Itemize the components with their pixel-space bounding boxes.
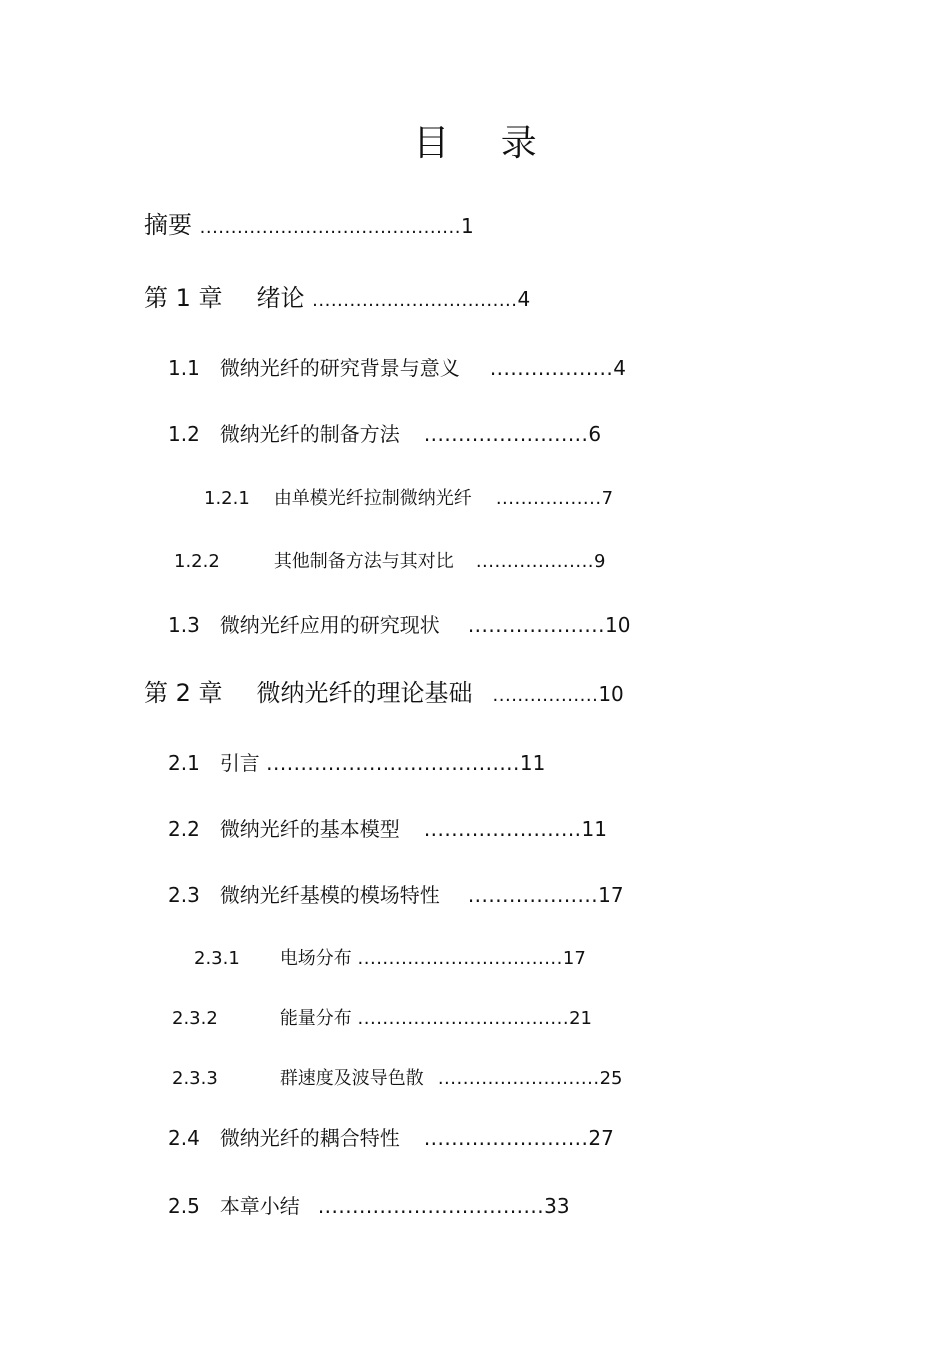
- toc-entry-page: 1: [460, 214, 474, 238]
- toc-entry-number: 1.2: [168, 422, 200, 446]
- toc-entry-chapter-1[interactable]: [144, 283, 530, 316]
- page-title: 目 录: [413, 123, 557, 164]
- toc-entry-1-2-2[interactable]: [174, 547, 605, 577]
- toc-entry-title: 微纳光纤的基本模型: [219, 817, 400, 841]
- toc-entry-number: 1.2.2: [174, 551, 220, 572]
- toc-entry-title: 电场分布: [279, 948, 352, 969]
- toc-entry-page: 9: [594, 551, 606, 572]
- toc-entry-number: 1.3: [168, 613, 200, 637]
- toc-entry-number: 2.5: [168, 1194, 200, 1218]
- toc-entry-2-1[interactable]: [168, 748, 545, 778]
- toc-entry-dots: ...................: [475, 551, 595, 572]
- toc-entry-number: 2.4: [168, 1126, 200, 1150]
- toc-entry-dots: ..........................................: [199, 217, 461, 238]
- toc-entry-dots: .................: [492, 685, 599, 706]
- toc-entry-title: 微纳光纤的理论基础: [256, 679, 473, 707]
- toc-entry-2-4[interactable]: [168, 1123, 614, 1153]
- toc-entry-1-2-1[interactable]: [204, 484, 613, 514]
- toc-entry-dots: .................................: [312, 290, 518, 311]
- toc-entry-title: 微纳光纤的研究背景与意义: [219, 356, 460, 380]
- toc-entry-dots: ..................: [489, 356, 614, 380]
- toc-entry-number: 第 2 章: [144, 679, 223, 707]
- toc-entry-chapter-2[interactable]: [144, 678, 624, 711]
- toc-entry-page: 25: [599, 1068, 623, 1089]
- toc-entry-dots: .....................................: [266, 751, 520, 775]
- toc-entry-title: 摘要: [144, 211, 192, 239]
- toc-entry-number: 第 1 章: [144, 284, 223, 312]
- toc-entry-number: 2.2: [168, 817, 200, 841]
- toc-entry-number: 2.3.3: [172, 1068, 218, 1089]
- toc-entry-page: 4: [517, 287, 531, 311]
- toc-entry-1-3[interactable]: [168, 610, 630, 640]
- toc-entry-dots: .................: [495, 488, 602, 509]
- toc-entry-title: 其他制备方法与其对比: [273, 551, 454, 572]
- toc-entry-page: 11: [519, 751, 546, 775]
- toc-entry-page: 10: [604, 613, 631, 637]
- toc-entry-page: 6: [588, 422, 602, 446]
- toc-entry-title: 群速度及波导色散: [279, 1068, 424, 1089]
- toc-entry-number: 2.3.2: [172, 1008, 218, 1029]
- toc-entry-title: 能量分布: [279, 1008, 352, 1029]
- toc-entry-number: 2.3.1: [194, 948, 240, 969]
- toc-entry-dots: ....................: [467, 613, 605, 637]
- toc-entry-page: 21: [569, 1008, 592, 1029]
- toc-entry-title: 绪论: [256, 284, 305, 312]
- toc-entry-dots: ...................: [467, 883, 599, 907]
- toc-entry-2-3-2[interactable]: [172, 1004, 592, 1034]
- toc-entry-page: 10: [598, 682, 624, 706]
- toc-entry-dots: .................................: [317, 1194, 545, 1218]
- toc-entry-dots: ..................................: [357, 1008, 570, 1029]
- toc-entry-title: 微纳光纤基模的模场特性: [219, 883, 440, 907]
- toc-entry-number: 1.2.1: [204, 488, 250, 509]
- toc-entry-page: 17: [598, 883, 624, 907]
- toc-entry-title: 微纳光纤应用的研究现状: [219, 613, 440, 637]
- toc-entry-page: 4: [613, 356, 626, 380]
- toc-entry-dots: .................................: [357, 948, 563, 969]
- toc-entry-dots: ..........................: [437, 1068, 600, 1089]
- toc-entry-page: 11: [581, 817, 607, 841]
- toc-entry-2-3[interactable]: [168, 880, 624, 910]
- toc-entry-2-3-1[interactable]: [194, 944, 586, 974]
- toc-entry-page: 33: [544, 1194, 570, 1218]
- toc-entry-2-5[interactable]: [168, 1191, 570, 1221]
- toc-entry-title: 本章小结: [219, 1194, 300, 1218]
- toc-entry-1-1[interactable]: [168, 353, 626, 383]
- toc-entry-2-2[interactable]: [168, 814, 607, 844]
- toc-entry-2-3-3[interactable]: [172, 1064, 622, 1094]
- toc-entry-page: 17: [562, 948, 586, 969]
- toc-entry-dots: ........................: [423, 422, 589, 446]
- toc-entry-page: 27: [588, 1126, 614, 1150]
- toc-entry-number: 1.1: [168, 356, 200, 380]
- toc-entry-number: 2.3: [168, 883, 200, 907]
- toc-entry-dots: ........................: [423, 1126, 589, 1150]
- toc-entry-title: 由单模光纤拉制微纳光纤: [273, 488, 472, 509]
- toc-entry-title: 微纳光纤的制备方法: [219, 422, 400, 446]
- toc-entry-title: 微纳光纤的耦合特性: [219, 1126, 400, 1150]
- toc-entry-dots: .......................: [423, 817, 582, 841]
- toc-entry-title: 引言: [219, 751, 260, 775]
- toc-entry-1-2[interactable]: [168, 419, 601, 449]
- toc-entry-abstract[interactable]: [144, 210, 474, 243]
- toc-entry-number: 2.1: [168, 751, 200, 775]
- toc-entry-page: 7: [601, 488, 614, 509]
